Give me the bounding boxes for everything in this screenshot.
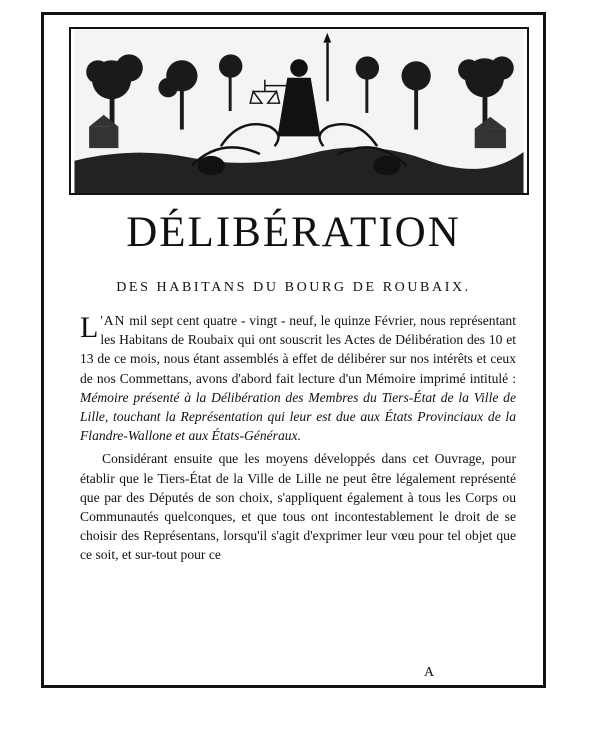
paragraph-1-text: mil sept cent quatre - vingt - neuf, le quinze Février, nous représentant les Habitans de Roubaix qui ont souscrit les Actes de Délibération des 10 et 13 de ce mois, nous étant assemblés à effet de délibérer sur nos intérêts et ceux de nos Commettans, avons d'abord fait lecture d'un Mémoire imprimé intitulé : (80, 313, 516, 386)
justice-figure-engraving-icon (71, 29, 527, 193)
memoire-title: Mémoire présenté à la Délibération des Membres du Tiers-État de la Ville de Lille, touchant la Représentation qui leur est due aux États Provinciaux de la Flandre-Wallone et aux États-Généraux. (80, 389, 516, 444)
paragraph-2: Considérant ensuite que les moyens développés dans cet Ouvrage, pour établir que le Tiers-État de la Ville de Lille ne peut être légalement représenté que par des Députés de son choix, s'appliquent également à tous les Corps ou Communautés quelconques, et que tous ont incontestablement le droit de se choisir des Représentans, lorsqu'il s'agit d'exprimer leur vœu pour tel objet que ce soit, et sur-tout pour ce (80, 451, 516, 563)
paragraph-1 (80, 311, 516, 445)
engraving-illustration (69, 27, 529, 195)
document-page (41, 12, 546, 688)
paragraph-1-opening: 'AN (100, 313, 126, 328)
drop-cap: L (80, 311, 99, 344)
document-title: DÉLIBÉRATION (126, 209, 461, 256)
document-subtitle: DES HABITANS DU BOURG DE ROUBAIX. (116, 280, 471, 295)
signature-mark: A (424, 665, 435, 680)
document-body (80, 311, 516, 565)
